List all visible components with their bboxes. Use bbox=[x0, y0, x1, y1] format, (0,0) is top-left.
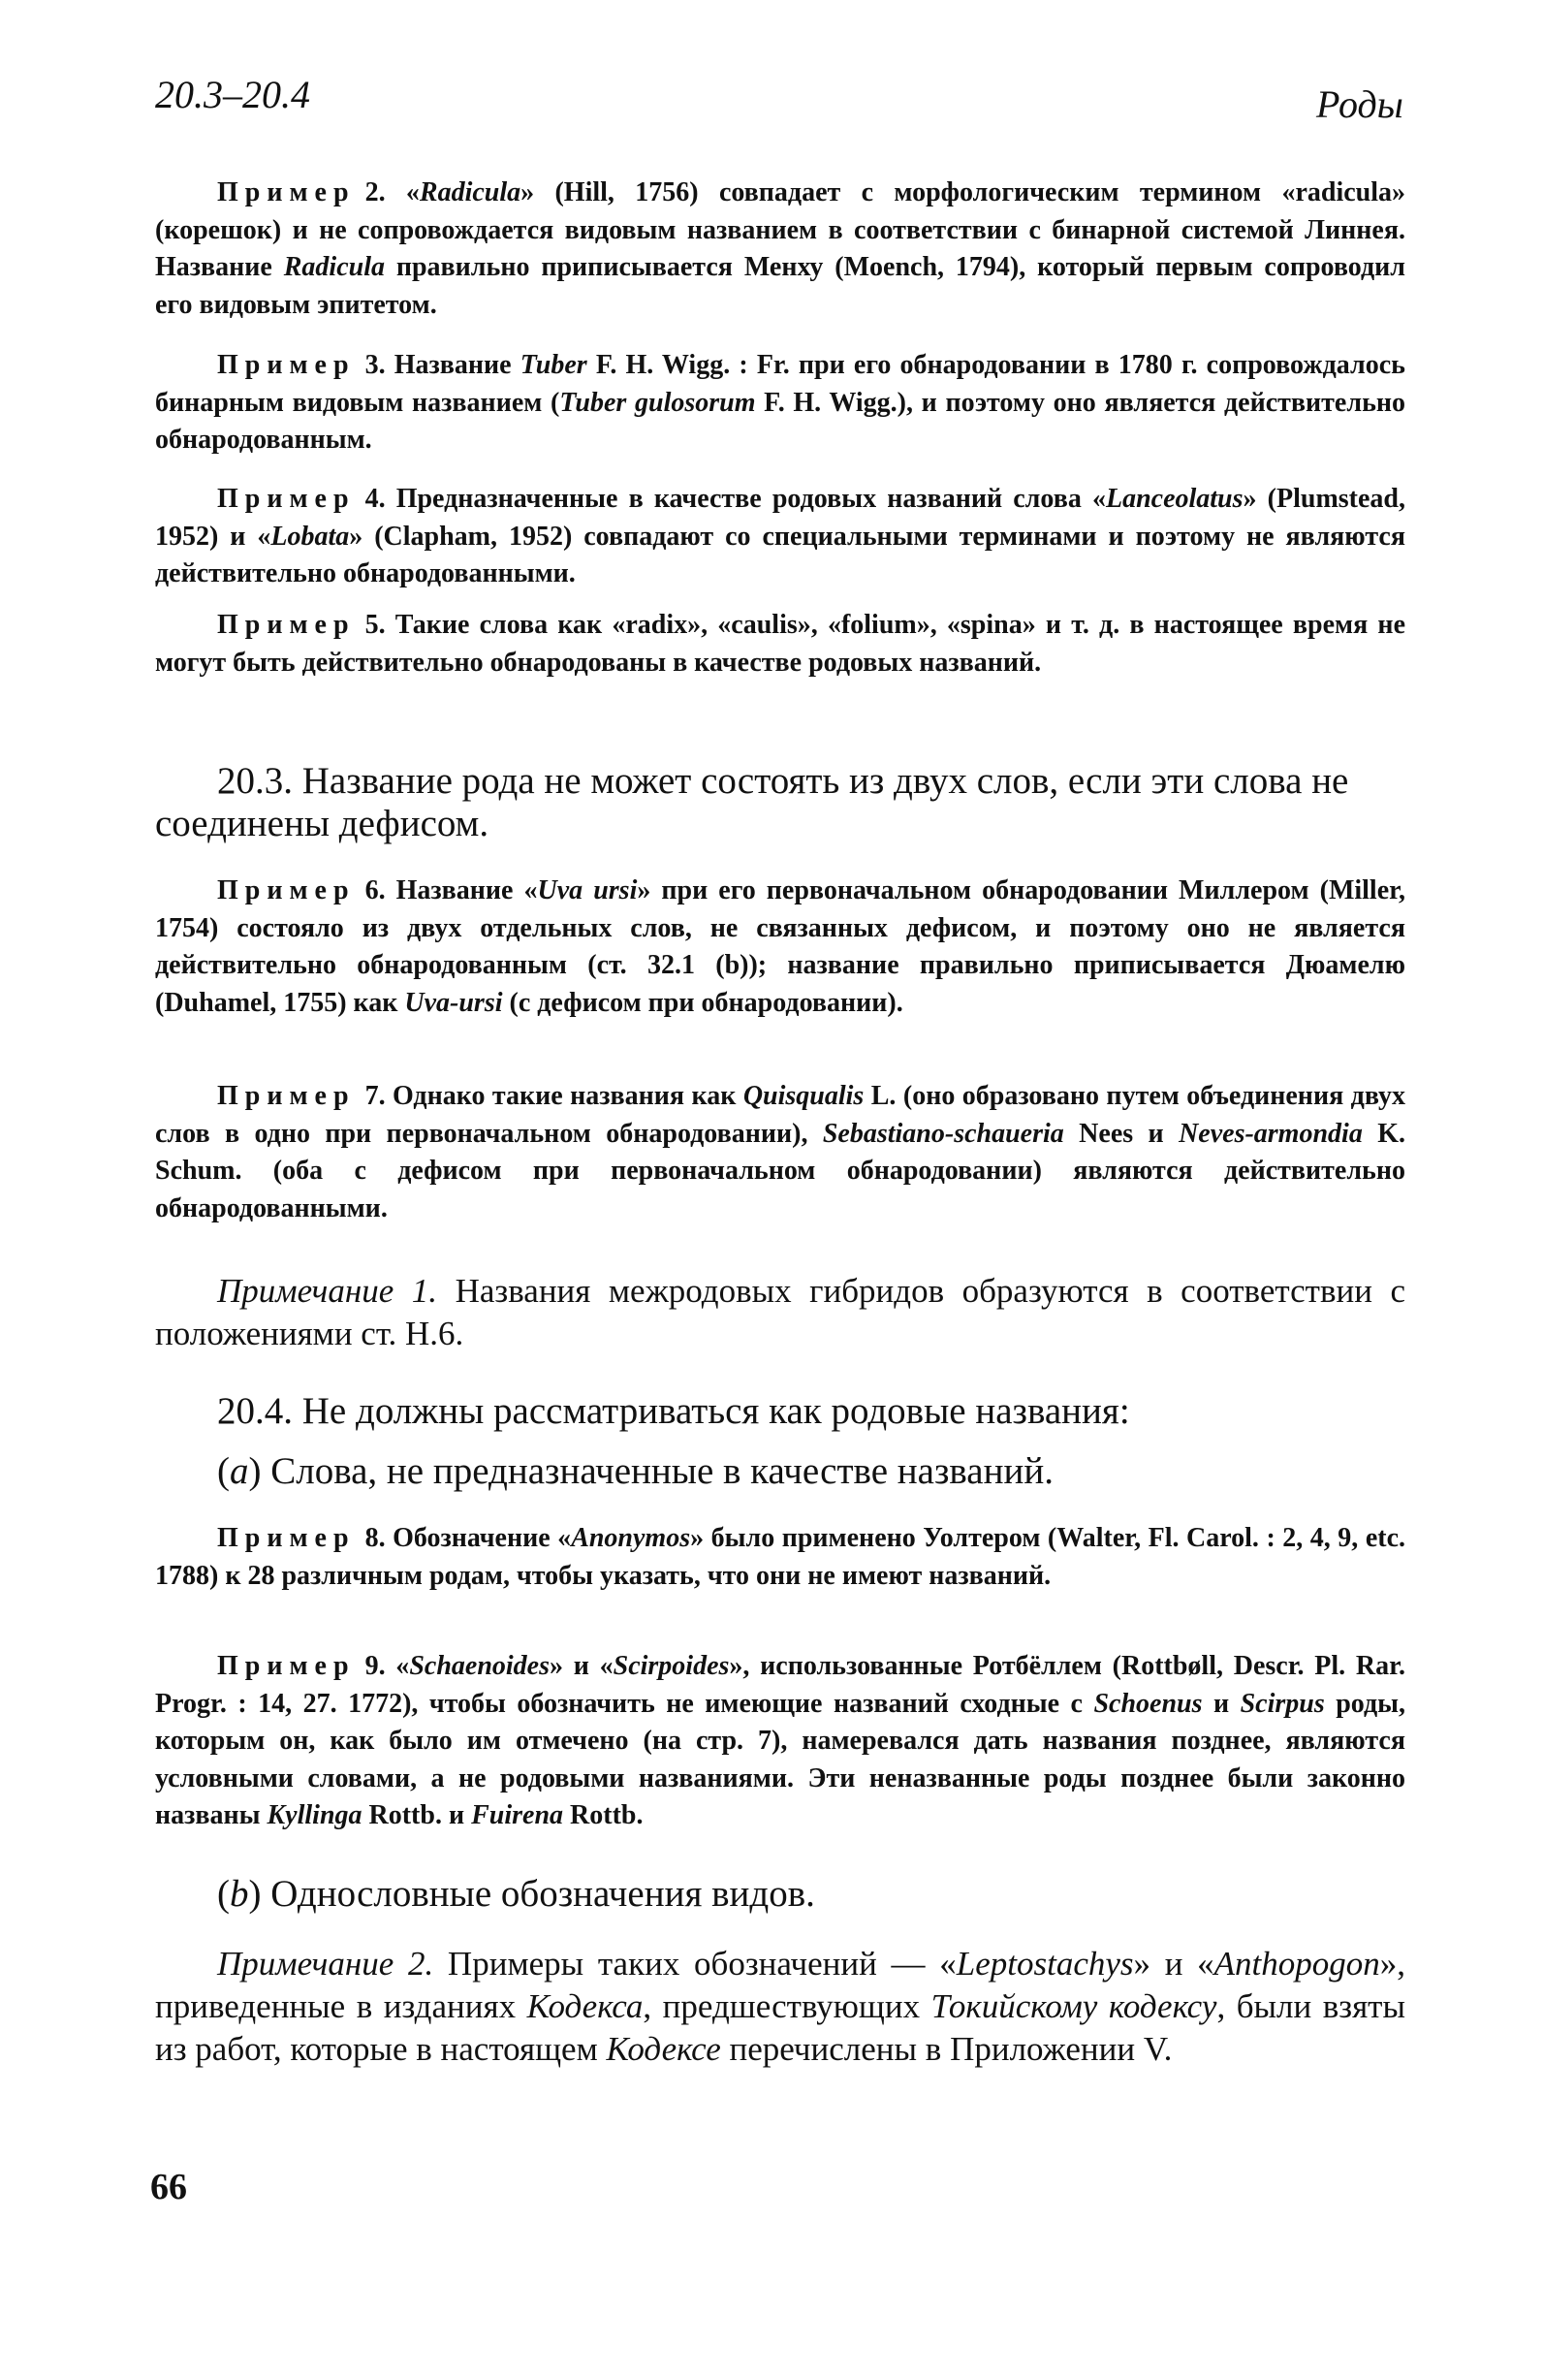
rule-20-4: 20.4. Не должны рассматриваться как родовые названия: bbox=[217, 1390, 1130, 1432]
example-7: Пример 7. Однако такие названия как Quisqualis L. (оно образовано путем объединения двух слов в одно при первоначальном обнародовании), Sebastiano-schaueria Nees и Neves-armondia K. Schum. (оба с дефисом при первоначальном обнародовании) являются действительно обнародованными. bbox=[155, 1081, 1405, 1223]
example-4: Пример 4. Предназначенные в качестве родовых названий слова «Lanceolatus» (Plumstead, 1952) и «Lobata» (Clapham, 1952) совпадают со специальными терминами и поэтому не являются действительно обнародованными. bbox=[155, 484, 1405, 588]
note-2: Примечание 2. Примеры таких обозначений — «Leptostachys» и «Anthopogon», приведенные в изданиях Кодекса, предшествующих Токийскому кодексу, были взяты из работ, которые в настоящем Кодексе перечислены в Приложении V. bbox=[155, 1945, 1405, 2068]
example-3: Пример 3. Название Tuber F. H. Wigg. : Fr. при его обнародовании в 1780 г. сопровождалось бинарным видовым названием (Tuber gulosorum F. H. Wigg.), и поэтому оно является действительно обнародованным. bbox=[155, 350, 1406, 455]
running-head-section: 20.3–20.4 bbox=[155, 73, 310, 116]
example-9: Пример 9. «Schaenoides» и «Scirpoides», использованные Ротбёллем (Rottbøll, Descr. Pl. Rar. Progr. : 14, 27. 1772), чтобы обозначить не имеющие названий сходные с Schoenus и Scirpus роды, которым он, как было им отмечено (на стр. 7), намеревался дать названия позднее, являются условными словами, а не родовыми названиями. Эти неназванные роды позднее были законно названы Kyllinga Rottb. и Fuirena Rottb. bbox=[155, 1651, 1406, 1830]
example-8: Пример 8. Обозначение «Anonymos» было применено Уолтером (Walter, Fl. Carol. : 2, 4, 9, etc. 1788) к 28 различным родам, чтобы указать, что они не имеют названий. bbox=[155, 1523, 1405, 1591]
example-5: Пример 5. Такие слова как «radix», «caulis», «folium», «spina» и т. д. в настоящее время не могут быть действительно обнародованы в качестве родовых названий. bbox=[155, 610, 1405, 678]
rule-20-4-a: (a) Слова, не предназначенные в качестве названий. bbox=[217, 1450, 1054, 1492]
rule-20-3: 20.3. Название рода не может состоять из двух слов, если эти слова не соединены дефисом. bbox=[155, 760, 1349, 844]
example-2: Пример 2. «Radicula» (Hill, 1756) совпадает с морфологическим термином «radicula» (корешок) и не сопровождается видовым названием в соответствии с бинарной системой Линнея. Название Radicula правильно приписывается Менху (Moench, 1794), который первым сопроводил его видовым эпитетом. bbox=[155, 177, 1405, 320]
rule-20-4-b: (b) Однословные обозначения видов. bbox=[217, 1873, 815, 1915]
note-1: Примечание 1. Названия межродовых гибридов образуются в соответствии с положениями ст. H.6. bbox=[155, 1272, 1405, 1352]
example-6: Пример 6. Название «Uva ursi» при его первоначальном обнародовании Миллером (Miller, 1754) состояло из двух отдельных слов, не связанных дефисом, и поэтому оно не является действительно обнародованным (ст. 32.1 (b)); название правильно приписывается Дюамелю (Duhamel, 1755) как Uva-ursi (с дефисом при обнародовании). bbox=[155, 875, 1405, 1018]
page-number: 66 bbox=[150, 2167, 187, 2207]
running-head-chapter: Роды bbox=[1316, 82, 1403, 126]
